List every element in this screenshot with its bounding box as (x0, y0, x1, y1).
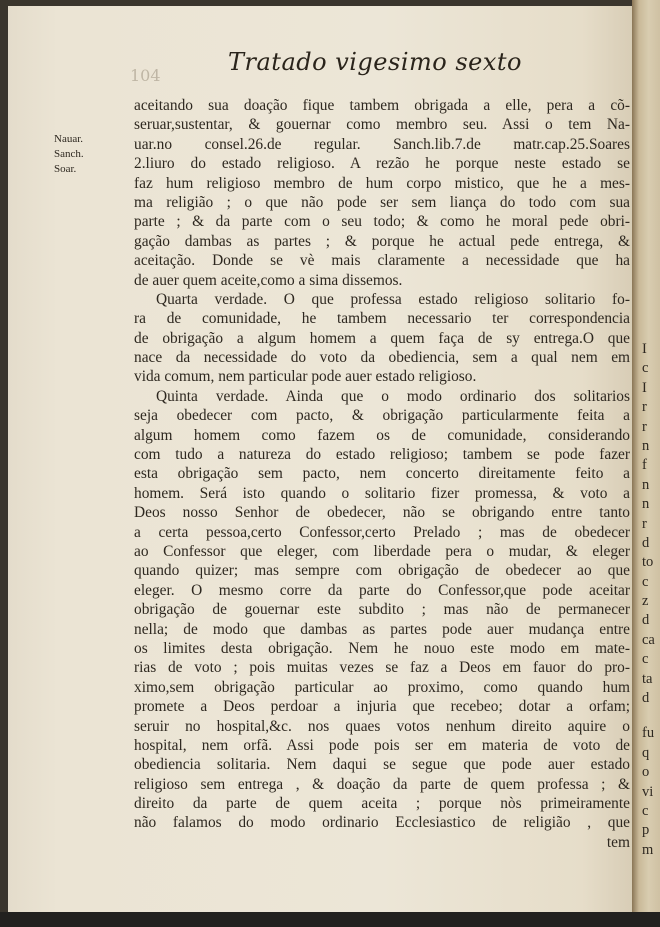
text-line: aceitação. Donde se vè mais claramente a necessidade que ha (134, 252, 630, 270)
paragraph-start-line: Quarta verdade. O que professa estado religioso solitario fo- (156, 290, 630, 308)
fragment: p (642, 822, 650, 839)
text-line: Deos nosso Senhor de obedecer, não se obrigando entre tanto (134, 504, 630, 522)
text-line: hospital, nem orfã. Assi pode pois ser em materia de voto de (134, 736, 630, 754)
text-line: seja obedecer com pacto, & obrigação particularmente feita a (134, 407, 630, 425)
text-line: religioso sem entrega , & doação da parte de quem professa ; & (134, 775, 630, 793)
text-line: de obrigação a algum homem a quem faça de sy entrega.O que (134, 329, 630, 347)
running-header (8, 48, 632, 76)
fragment: z (642, 593, 649, 610)
fragment: r (642, 418, 647, 435)
fragment: n (642, 496, 650, 513)
fragment: I (642, 341, 647, 357)
text-line: faz hum religioso membro de hum corpo mistico, que he a mes- (134, 174, 630, 192)
text-line: esta obrigação sem pacto, nem concerto direitamente feito a (134, 465, 630, 483)
body-text (134, 96, 630, 852)
fragment: m (642, 841, 654, 858)
paragraph-start-line: Quinta verdade. Ainda que o modo ordinario dos solitarios (156, 387, 630, 405)
margin-note: Nauar. (54, 133, 84, 145)
text-line: direito da parte de quem aceita ; porque nòs primeiramente (134, 795, 630, 813)
text-line: obrigação de gouernar este subdito ; mas não de permanecer (134, 601, 630, 619)
text-line: com tudo a natureza do estado religioso; tambem se pode fazer (134, 446, 630, 464)
bleed-through-page-number: 104 (130, 66, 161, 85)
margin-note: Sanch. (54, 148, 84, 160)
margin-notes (54, 132, 84, 177)
text-line: gação dambas as partes ; & porque he actual pede entrega, & (134, 232, 630, 250)
fragment: ca (642, 631, 655, 648)
fragment: d (642, 690, 650, 707)
running-header-text: Tratado vigesimo sexto (228, 48, 522, 76)
text-line: de auer quem aceite,como a sima dissemos. (134, 271, 403, 289)
text-line: ximo,sem obrigação particular ao proximo, como quando hum (134, 678, 630, 696)
text-line: não falamos do modo ordinario Ecclesiastico de religião , que (134, 814, 630, 832)
fragment: q (642, 744, 650, 761)
text-line: ao Confessor que eleger, com liberdade pera o mudar, & eleger (134, 542, 630, 560)
text-line: ra de comunidade, he tambem necessario ter correspondencia (134, 310, 630, 328)
fragment: f (642, 457, 647, 474)
text-line: seruir no hospital,&c. nos quaes votos nenhum direito aquire o (134, 717, 630, 735)
text-line: ma religião ; o que não pode ser sem liança do todo com sua (134, 193, 630, 211)
text-line: nella; de modo que dambas as partes pode auer mudança entre (134, 620, 630, 638)
text-line: vida comum, nem particular pode auer estado religioso. (134, 368, 477, 386)
fragment: o (642, 764, 650, 781)
fragment: fu (642, 725, 655, 742)
margin-note: Soar. (54, 163, 77, 175)
text-line: algum homem como fazem os de comunidade, considerando (134, 426, 630, 444)
text-line: obediencia solitaria. Nem daqui se segue que pode auer estado (134, 756, 630, 774)
fragment: to (642, 554, 654, 571)
fragment: d (642, 534, 650, 551)
text-line: nace da necessidade do voto da obediencia, sem a qual nem em (134, 349, 630, 367)
text-line: homem. Será isto quando o solitario fizer promessa, & voto a (134, 484, 630, 502)
fragment: r (642, 515, 647, 532)
fragment: r (642, 399, 647, 416)
text-line: promete a Deos perdoar a injuria que recebeo; dotar a orfam; (134, 698, 630, 716)
paragraph-gap (642, 708, 655, 724)
facing-page-edge (632, 0, 660, 912)
scan-bottom-edge (0, 912, 660, 927)
text-line: eleger. O mesmo corre da parte do Confessor,que pode aceitar (134, 581, 630, 599)
fragment: c (642, 802, 649, 819)
fragment: ta (642, 670, 653, 687)
facing-page-fragments (642, 340, 655, 860)
fragment: c (642, 651, 649, 668)
fragment: c (642, 360, 649, 377)
text-line: parte ; & da parte com o seu todo; & como he moral pede obri- (134, 213, 630, 231)
fragment: n (642, 437, 650, 454)
fragment: n (642, 476, 650, 493)
catchword: tem (606, 833, 630, 851)
text-line: quando quizer; mas sempre com obrigação de obedecer ao que (134, 562, 630, 580)
text-line: aceitando sua doação fique tambem obrigada a elle, pera a cõ- (134, 97, 630, 114)
fragment: d (642, 612, 650, 629)
text-line: a certa pessoa,certo Confessor,certo Prelado ; mas de obedecer (134, 523, 630, 541)
text-line: os limites desta obrigação. Nem he nouo este modo em mate- (134, 639, 630, 657)
book-page (8, 6, 634, 916)
text-line: 2.liuro do estado religioso. A rezão he porque neste estado se (134, 155, 630, 173)
fragment: I (642, 379, 647, 396)
fragment: c (642, 573, 649, 590)
text-line: uar.no consel.26.de regular. Sanch.lib.7.de matr.cap.25.Soares (134, 135, 630, 153)
fragment: vi (642, 783, 654, 800)
text-line: rias de voto ; pois muitas vezes se faz a Deos em fauor do pro- (134, 659, 630, 677)
text-line: seruar,sustentar, & gouernar como membro seu. Assi o tem Na- (134, 116, 630, 134)
